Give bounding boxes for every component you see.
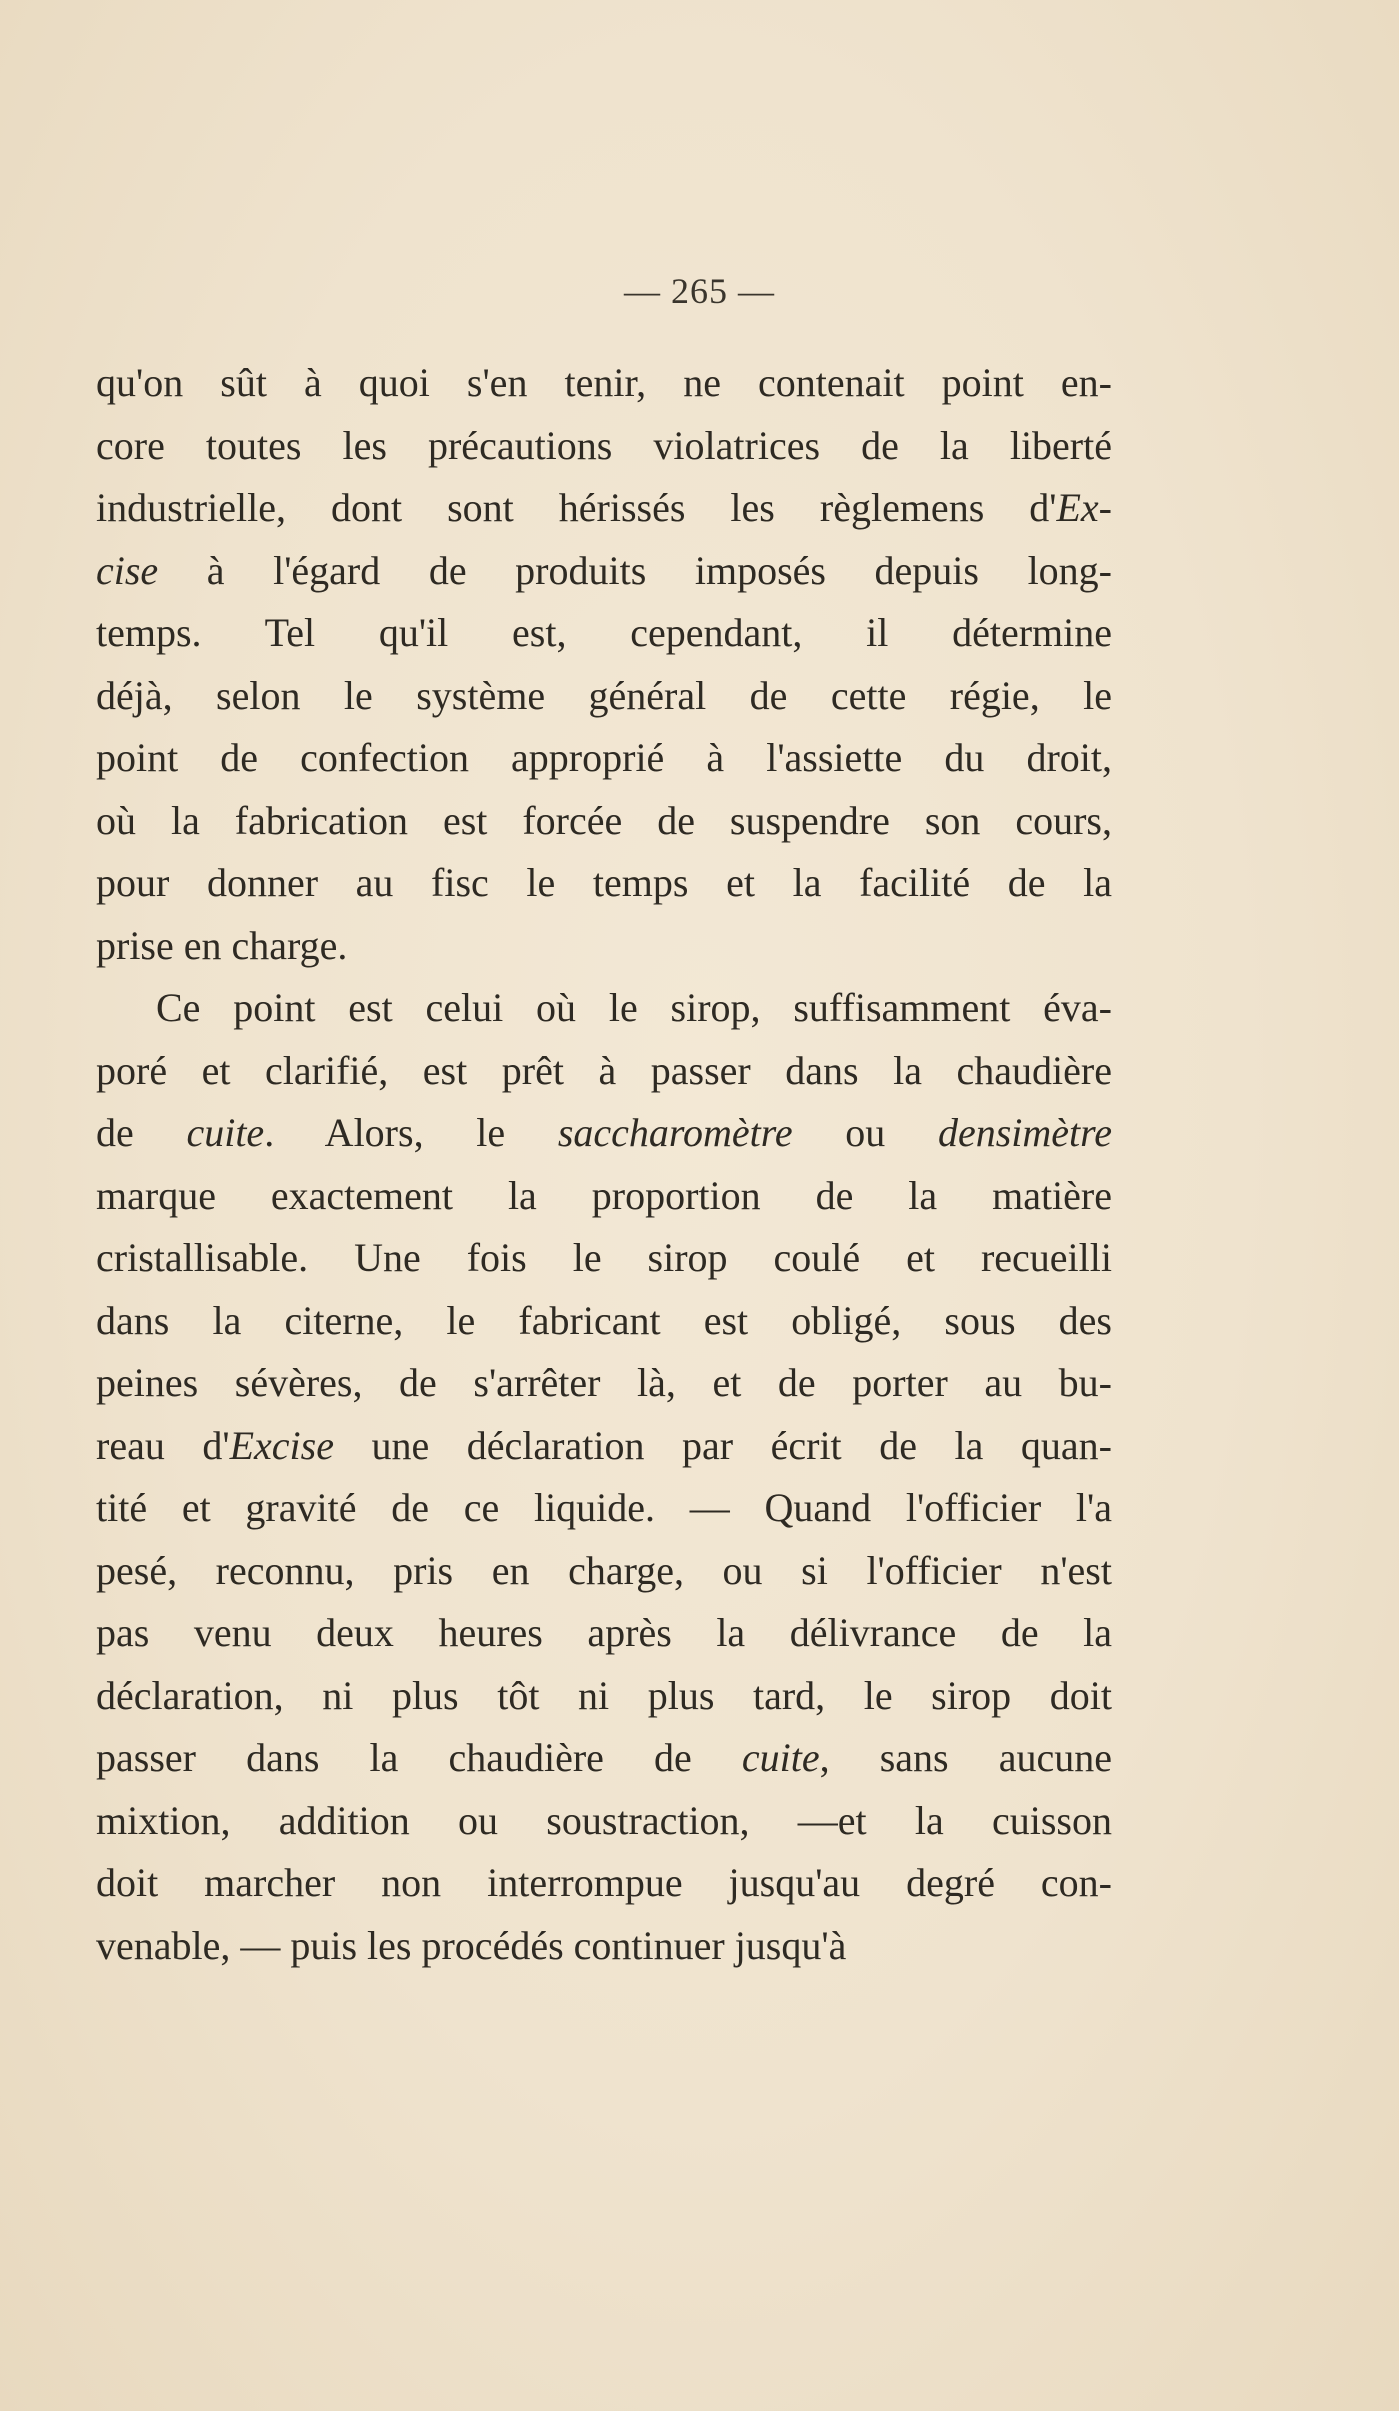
italic-text: cuite	[186, 1110, 265, 1155]
text-line: cristallisable. Une fois le sirop coulé et recueilli	[96, 1235, 1112, 1280]
text-line: où la fabrication est forcée de suspendre son cours,	[96, 797, 1112, 843]
text-line: marque exactement la proportion de la matière	[96, 1172, 1112, 1218]
paragraph-2	[96, 977, 1112, 1977]
italic-text: cuite	[741, 1735, 820, 1780]
text-line	[96, 477, 1112, 540]
text-line: dans la citerne, le fabricant est obligé, sous des	[96, 1297, 1112, 1343]
text-line: pour donner au fisc le temps et la facilité de la	[96, 860, 1112, 905]
text-line: peines sévères, de s'arrêter là, et de porter au bu-	[96, 1360, 1112, 1405]
paragraph-1	[96, 352, 1112, 977]
text-line: doit marcher non interrompue jusqu'au degré con-	[96, 1860, 1112, 1905]
text-segment: passer dans la chaudière de	[96, 1735, 742, 1780]
text-line: Ce point est celui où le sirop, suffisamment éva-	[156, 985, 1112, 1030]
text-segment: reau d'	[96, 1422, 230, 1468]
text-line: poré et clarifié, est prêt à passer dans la chaudière	[96, 1047, 1112, 1093]
text-line: temps. Tel qu'il est, cependant, il détermine	[96, 610, 1112, 655]
body-text	[96, 352, 1112, 1977]
text-line: déclaration, ni plus tôt ni plus tard, le sirop doit	[96, 1672, 1112, 1718]
text-segment: . Alors, le	[264, 1110, 558, 1155]
text-line: qu'on sût à quoi s'en tenir, ne contenait point en-	[96, 360, 1112, 405]
text-line	[96, 540, 1112, 603]
text-line: prise en charge.	[96, 922, 348, 968]
text-segment: de	[96, 1110, 187, 1155]
text-segment: ou	[792, 1110, 938, 1155]
italic-text: Ex-	[1056, 485, 1112, 530]
text-line	[96, 1415, 1112, 1478]
italic-text: densimètre	[937, 1110, 1112, 1155]
text-line: déjà, selon le système général de cette régie, le	[96, 672, 1112, 718]
text-line	[96, 1102, 1112, 1165]
italic-text: saccharomètre	[557, 1110, 793, 1155]
text-line: point de confection approprié à l'assiette du droit,	[96, 735, 1112, 780]
text-line: venable, — puis les procédés continuer jusqu'à	[96, 1922, 847, 1968]
text-line: pas venu deux heures après la délivrance de la	[96, 1610, 1112, 1655]
text-line: mixtion, addition ou soustraction, —et la cuisson	[96, 1797, 1112, 1843]
page-number: — 265 —	[624, 271, 775, 311]
italic-text: cise	[96, 547, 159, 593]
text-segment: , sans aucune	[819, 1735, 1112, 1780]
text-segment: une déclaration par écrit de la quan-	[333, 1422, 1112, 1468]
text-line: core toutes les précautions violatrices de la liberté	[96, 422, 1112, 468]
text-line	[96, 1727, 1112, 1790]
italic-text: Excise	[229, 1422, 334, 1468]
text-segment: industrielle, dont sont hérissés les règlemens d'	[96, 485, 1057, 530]
text-segment: à l'égard de produits imposés depuis long-	[158, 547, 1112, 593]
text-line: pesé, reconnu, pris en charge, ou si l'officier n'est	[96, 1547, 1112, 1593]
text-line: tité et gravité de ce liquide. — Quand l'officier l'a	[96, 1485, 1112, 1530]
